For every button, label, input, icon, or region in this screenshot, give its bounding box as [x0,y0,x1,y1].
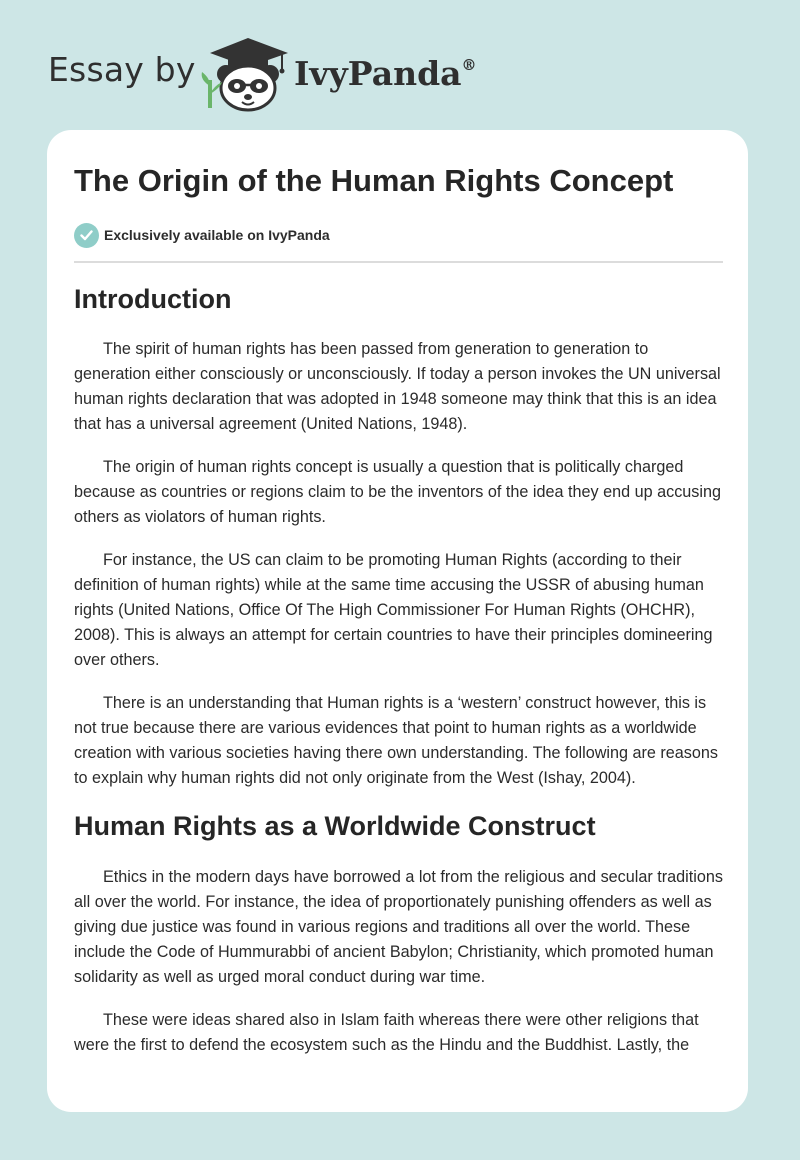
brand-prefix: Essay by [48,50,196,89]
section-heading-introduction: Introduction [74,284,232,314]
essay-card [47,130,748,1112]
paragraph: There is an understanding that Human rights is a ‘western’ construct however, this is not true because there are various evidences that point to human rights as a worldwide creation with various societies having there own understanding. The following are reasons to explain why human rights did not only originate from the West (Ishay, 2004). [74,694,718,788]
exclusive-badge [74,222,330,248]
paragraph: The origin of human rights concept is usually a question that is politically charged because as countries or regions claim to be the inventors of the idea they end up accusing others as violators of human rights. [74,458,721,527]
panda-logo-icon[interactable] [200,36,295,112]
divider [74,261,723,263]
site-header [0,0,800,130]
essay-content [74,282,726,1076]
paragraph: These were ideas shared also in Islam faith whereas there were other religions that were the first to defend the ecosystem such as the Hindu and the Buddhist. Lastly, the [74,1011,699,1055]
paragraph: Ethics in the modern days have borrowed a lot from the religious and secular traditions all over the world. For instance, the idea of proportionately punishing offenders as well as giving due justice was found in various regions and traditions all over the world. These include the Code of Hummurabbi of ancient Babylon; Christianity, which promoted human solidarity as well as urged moral conduct during war time. [74,868,723,987]
check-icon [74,223,99,248]
section-heading-worldwide-construct: Human Rights as a Worldwide Construct [74,811,596,842]
brand-name[interactable]: IvyPanda® [294,54,477,93]
paragraph: The spirit of human rights has been passed from generation to generation to generation either consciously or unconsciously. If today a person invokes the UN universal human rights declaration that was adopted in 1948 someone may think that this is an idea that has a universal agreement (United Nations, 1948). [74,340,721,434]
page-title: The Origin of the Human Rights Concept [74,163,674,198]
paragraph: For instance, the US can claim to be promoting Human Rights (according to their definition of human rights) while at the same time accusing the USSR of abusing human rights (United Nations, Office Of The High Commissioner For Human Rights (OHCHR), 2008). This is always an attempt for certain countries to have their principles domineering over others. [74,551,713,670]
badge-label: Exclusively available on IvyPanda [104,227,330,243]
